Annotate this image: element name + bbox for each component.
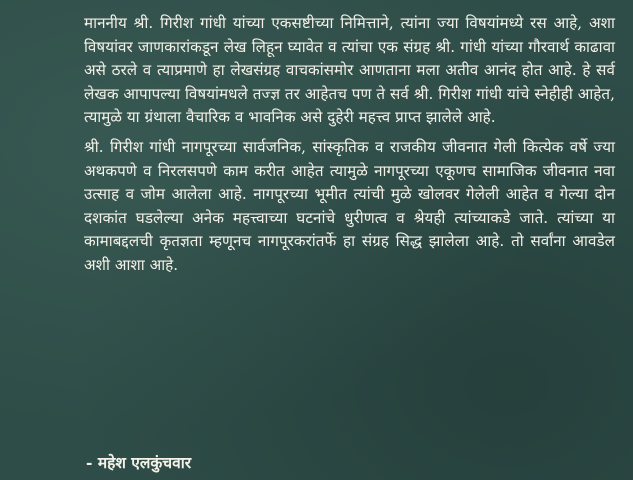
author-signature: - महेश एलकुंचवार [86,453,192,472]
paragraph-2: श्री. गिरीश गांधी नागपूरच्या सार्वजनिक, सांस्कृतिक व राजकीय जीवनात गेली कित्येक वर्षे ज्या अथकपणे व निरलसपणे काम करीत आहेत त्यामुळे नागपूरच्या एकूणच सामाजिक जीवनात नवा उत्साह व जोम आलेला आहे. नागपूरच्या भूमीत त्यांची मुळे खोलवर गेलेली आहेत व गेल्या दोन दशकांत घडलेल्या अनेक महत्त्वाच्या घटनांचे धुरीणत्व व श्रेयही त्यांच्याकडे जाते. त्यांच्या या कामाबद्दलची कृतज्ञता म्हणूनच नागपूरकरांतर्फे हा संग्रह सिद्ध झालेला आहे. तो सर्वांना आवडेल अशी आशा आहे. [84,137,615,274]
paragraph-1: माननीय श्री. गिरीश गांधी यांच्या एकसष्टीच्या निमित्ताने, त्यांना ज्या विषयांमध्ये रस आहे, अशा विषयांवर जाणकारांकडून लेख लिहून घ्यावेत व त्यांचा एक संग्रह श्री. गांधी यांच्या गौरवार्थ काढावा असे ठरले व त्याप्रमाणे हा लेखसंग्रह वाचकांसमोर आणताना मला अतीव आनंद होत आहे. हे सर्व लेखक आपापल्या विषयांमधले तज्ज्ञ तर आहेतच पण ते सर्व श्री. गिरीश गांधी यांचे स्नेहीही आहेत, त्यामुळे या ग्रंथाला वैचारिक व भावनिक असे दुहेरी महत्त्व प्राप्त झालेले आहे. [84,14,615,127]
